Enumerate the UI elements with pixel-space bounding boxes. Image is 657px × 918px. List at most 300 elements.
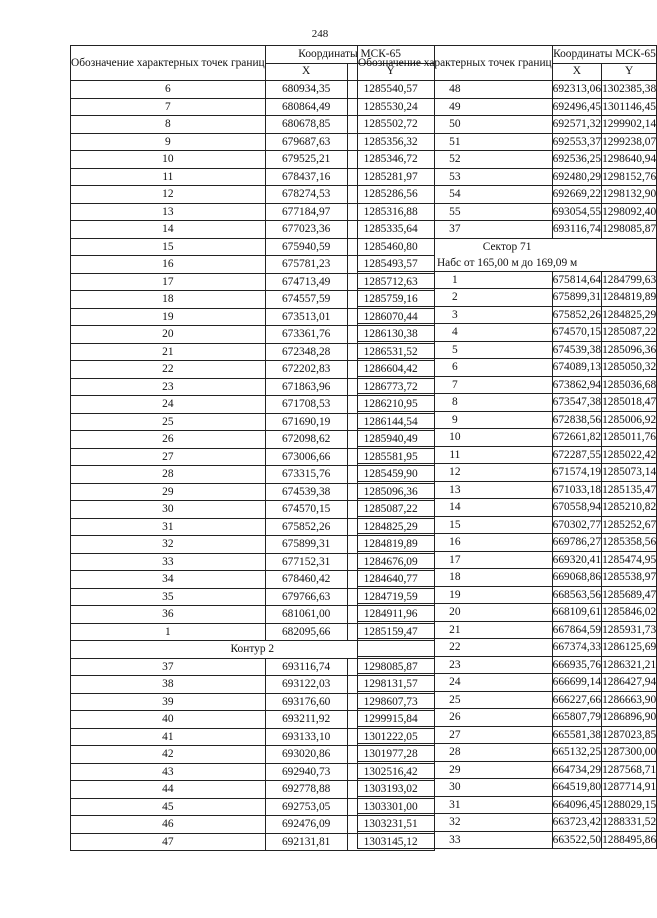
y-coordinate: 1303193,02 [347,781,434,799]
y-coordinate: 1285022,42 [602,446,657,464]
y-coordinate: 1285335,64 [347,221,434,239]
y-coordinate: 1298152,76 [602,168,657,186]
x-coordinate: 692553,37 [552,133,601,151]
y-coordinate: 1284819,89 [602,289,657,307]
y-coordinate: 1285689,47 [602,586,657,604]
x-coordinate: 664096,45 [552,796,601,814]
table-row [358,499,657,517]
point-number: 27 [71,448,266,466]
x-coordinate: 693122,03 [265,676,347,694]
table-row [358,81,657,99]
x-coordinate: 675814,64 [552,271,601,289]
point-number: 6 [358,359,553,377]
section-sublabel: Набс от 165,00 м до 169,09 м [436,256,578,269]
point-number: 16 [71,256,266,274]
table-row [358,289,657,307]
point-number: 2 [358,289,553,307]
point-number: 38 [71,676,266,694]
y-coordinate: 1285474,95 [602,551,657,569]
x-coordinate: 672348,28 [265,343,347,361]
x-coordinate: 692131,81 [265,833,347,851]
y-coordinate: 1284819,89 [347,536,434,554]
x-coordinate: 672287,55 [552,446,601,464]
point-number: 48 [358,81,553,99]
point-number: 53 [358,168,553,186]
point-number: 35 [71,588,266,606]
point-number: 30 [358,779,553,797]
y-coordinate: 1299915,84 [347,711,434,729]
y-coordinate: 1284911,96 [347,606,434,624]
y-coordinate: 1298085,87 [602,221,657,239]
y-coordinate: 1301222,05 [347,728,434,746]
table-row [358,744,657,762]
x-coordinate: 693176,60 [265,693,347,711]
x-coordinate: 692669,22 [552,186,601,204]
y-coordinate: 1285940,49 [347,431,434,449]
point-number: 41 [71,728,266,746]
y-coordinate: 1285346,72 [347,151,434,169]
y-header: Y [602,63,657,81]
x-coordinate: 675852,26 [552,306,601,324]
y-coordinate: 1285252,67 [602,516,657,534]
y-coordinate: 1285316,88 [347,203,434,221]
table-row [358,569,657,587]
x-coordinate: 670302,77 [552,516,601,534]
y-coordinate: 1285011,76 [602,429,657,447]
y-coordinate: 1298092,40 [602,203,657,221]
y-coordinate: 1284799,63 [602,271,657,289]
x-coordinate: 692496,45 [552,98,601,116]
y-coordinate: 1288029,15 [602,796,657,814]
point-number: 33 [71,553,266,571]
x-coordinate: 674713,49 [265,273,347,291]
y-coordinate: 1298131,57 [347,676,434,694]
table-row [358,621,657,639]
coords-header: Координаты МСК-65 [552,46,657,64]
y-coordinate: 1303145,12 [347,833,434,851]
point-number: 29 [71,483,266,501]
point-number: 51 [358,133,553,151]
x-coordinate: 693054,55 [552,203,601,221]
table-row [358,831,657,849]
coords-header: Координаты МСК-65 [265,46,434,64]
point-number: 12 [358,464,553,482]
x-coordinate: 675899,31 [265,536,347,554]
point-number: 46 [71,816,266,834]
point-number: 26 [358,709,553,727]
y-coordinate: 1298607,73 [347,693,434,711]
point-number: 19 [358,586,553,604]
x-coordinate: 673513,01 [265,308,347,326]
point-number: 14 [358,499,553,517]
x-coordinate: 672661,82 [552,429,601,447]
table-row [358,534,657,552]
x-coordinate: 663522,50 [552,831,601,849]
point-number: 23 [71,378,266,396]
x-coordinate: 680678,85 [265,116,347,134]
point-number: 25 [71,413,266,431]
y-coordinate: 1287300,00 [602,744,657,762]
y-coordinate: 1284825,29 [602,306,657,324]
y-coordinate: 1298640,94 [602,151,657,169]
y-coordinate: 1284719,59 [347,588,434,606]
point-number: 7 [71,98,266,116]
point-number: 32 [358,814,553,832]
table-row [358,306,657,324]
y-coordinate: 1299238,07 [602,133,657,151]
point-number: 10 [71,151,266,169]
point-number: 11 [71,168,266,186]
point-number: 32 [71,536,266,554]
point-number: 36 [71,606,266,624]
y-coordinate: 1285493,57 [347,256,434,274]
y-coordinate: 1301146,45 [602,98,657,116]
table-row [358,341,657,359]
y-coordinate: 1287568,71 [602,761,657,779]
y-coordinate: 1285538,97 [602,569,657,587]
table-row [358,359,657,377]
x-coordinate: 678274,53 [265,186,347,204]
point-number: 25 [358,691,553,709]
table-row [358,168,657,186]
x-coordinate: 671708,53 [265,396,347,414]
x-header: X [265,63,347,81]
table-row [358,726,657,744]
x-coordinate: 669786,27 [552,534,601,552]
y-coordinate: 1302516,42 [347,763,434,781]
x-coordinate: 679766,63 [265,588,347,606]
table-row [358,324,657,342]
y-coordinate: 1284640,77 [347,571,434,589]
point-number: 6 [71,81,266,99]
x-coordinate: 674539,38 [552,341,601,359]
y-coordinate: 1285931,73 [602,621,657,639]
y-coordinate: 1285281,97 [347,168,434,186]
point-number: 17 [358,551,553,569]
y-coordinate: 1298085,87 [347,658,434,676]
y-coordinate: 1301977,28 [347,746,434,764]
point-number: 23 [358,656,553,674]
table-row [358,674,657,692]
table-row [358,709,657,727]
table-row [358,604,657,622]
x-coordinate: 671574,19 [552,464,601,482]
point-number: 31 [71,518,266,536]
x-coordinate: 679687,63 [265,133,347,151]
coordinates-table-right [357,45,657,849]
point-number: 13 [71,203,266,221]
x-coordinate: 692313,06 [552,81,601,99]
x-coordinate: 692778,88 [265,781,347,799]
point-number: 33 [358,831,553,849]
y-coordinate: 1285018,47 [602,394,657,412]
table-row [358,271,657,289]
point-number: 18 [71,291,266,309]
y-coordinate: 1286321,21 [602,656,657,674]
point-number: 9 [358,411,553,429]
y-coordinate: 1285050,32 [602,359,657,377]
point-number: 30 [71,501,266,519]
table-row [358,586,657,604]
point-number: 43 [71,763,266,781]
table-row [358,429,657,447]
table-row [358,551,657,569]
x-coordinate: 673862,94 [552,376,601,394]
point-number: 55 [358,203,553,221]
x-coordinate: 693020,86 [265,746,347,764]
table-row [358,133,657,151]
y-coordinate: 1302385,38 [602,81,657,99]
x-coordinate: 671863,96 [265,378,347,396]
y-coordinate: 1285540,57 [347,81,434,99]
point-number: 28 [358,744,553,762]
y-coordinate: 1285087,22 [347,501,434,519]
point-number: 22 [358,639,553,657]
y-coordinate: 1286427,94 [602,674,657,692]
table-row [358,186,657,204]
x-coordinate: 673361,76 [265,326,347,344]
table-row [358,814,657,832]
y-coordinate: 1286070,44 [347,308,434,326]
x-coordinate: 669320,41 [552,551,601,569]
y-coordinate: 1285356,32 [347,133,434,151]
x-coordinate: 667864,59 [552,621,601,639]
y-coordinate: 1285581,95 [347,448,434,466]
x-coordinate: 693116,74 [265,658,347,676]
y-coordinate: 1287714,91 [602,779,657,797]
point-number: 3 [358,306,553,324]
x-coordinate: 663723,42 [552,814,601,832]
y-coordinate: 1286531,52 [347,343,434,361]
x-coordinate: 673547,38 [552,394,601,412]
x-coordinate: 693116,74 [552,221,601,239]
x-coordinate: 671690,19 [265,413,347,431]
y-coordinate: 1285159,47 [347,623,434,641]
table-row [358,639,657,657]
point-number: 44 [71,781,266,799]
point-number: 13 [358,481,553,499]
x-coordinate: 674089,13 [552,359,601,377]
section-row [358,238,657,271]
x-coordinate: 675940,59 [265,238,347,256]
section-label: Сектор 71 [482,240,532,253]
x-header: X [552,63,601,81]
y-coordinate: 1303301,00 [347,798,434,816]
point-number: 10 [358,429,553,447]
y-coordinate: 1284825,29 [347,518,434,536]
x-coordinate: 672098,62 [265,431,347,449]
x-coordinate: 666935,76 [552,656,601,674]
x-coordinate: 680864,49 [265,98,347,116]
y-coordinate: 1286125,69 [602,639,657,657]
y-coordinate: 1285759,16 [347,291,434,309]
y-coordinate: 1285073,14 [602,464,657,482]
x-coordinate: 666699,14 [552,674,601,692]
table-row [358,761,657,779]
point-number: 24 [358,674,553,692]
point-number: 54 [358,186,553,204]
x-coordinate: 692753,05 [265,798,347,816]
point-number: 52 [358,151,553,169]
y-coordinate: 1285846,02 [602,604,657,622]
table-row [358,464,657,482]
y-coordinate: 1299902,14 [602,116,657,134]
table-row [358,221,657,239]
table-row [358,98,657,116]
x-coordinate: 666227,66 [552,691,601,709]
point-number: 21 [71,343,266,361]
table-row [358,796,657,814]
y-coordinate: 1298132,90 [602,186,657,204]
x-coordinate: 670558,94 [552,499,601,517]
y-coordinate: 1286773,72 [347,378,434,396]
x-coordinate: 692480,29 [552,168,601,186]
page-number: 248 [311,28,329,40]
table-row [358,779,657,797]
x-coordinate: 674539,38 [265,483,347,501]
point-number: 34 [71,571,266,589]
x-coordinate: 665132,25 [552,744,601,762]
point-number: 39 [71,693,266,711]
table-row [358,116,657,134]
point-number: 19 [71,308,266,326]
x-coordinate: 668563,56 [552,586,601,604]
point-number: 15 [71,238,266,256]
y-coordinate: 1286896,90 [602,709,657,727]
x-coordinate: 692476,09 [265,816,347,834]
x-coordinate: 665807,79 [552,709,601,727]
point-number: 14 [71,221,266,239]
point-number: 31 [358,796,553,814]
y-coordinate: 1284676,09 [347,553,434,571]
x-coordinate: 671033,18 [552,481,601,499]
point-number: 8 [71,116,266,134]
point-number: 20 [71,326,266,344]
table-row [358,516,657,534]
point-number: 37 [358,221,553,239]
point-number: 27 [358,726,553,744]
y-coordinate: 1285135,47 [602,481,657,499]
point-number: 28 [71,466,266,484]
table-row [358,446,657,464]
x-coordinate: 681061,00 [265,606,347,624]
x-coordinate: 667374,33 [552,639,601,657]
designation-header: Обозначение характерных точек границ [71,46,266,81]
x-coordinate: 679525,21 [265,151,347,169]
x-coordinate: 693133,10 [265,728,347,746]
point-number: 17 [71,273,266,291]
table-row [358,481,657,499]
x-coordinate: 664734,29 [552,761,601,779]
y-coordinate: 1285286,56 [347,186,434,204]
y-coordinate: 1285530,24 [347,98,434,116]
x-coordinate: 669068,86 [552,569,601,587]
point-number: 49 [358,98,553,116]
x-coordinate: 665581,38 [552,726,601,744]
point-number: 16 [358,534,553,552]
y-coordinate: 1303231,51 [347,816,434,834]
table-row [358,411,657,429]
x-coordinate: 677184,97 [265,203,347,221]
table-row [358,394,657,412]
point-number: 12 [71,186,266,204]
y-coordinate: 1285096,36 [347,483,434,501]
point-number: 26 [71,431,266,449]
y-coordinate: 1286663,90 [602,691,657,709]
y-coordinate: 1288495,86 [602,831,657,849]
y-coordinate: 1285712,63 [347,273,434,291]
point-number: 24 [71,396,266,414]
y-coordinate: 1285460,80 [347,238,434,256]
x-coordinate: 673006,66 [265,448,347,466]
point-number: 5 [358,341,553,359]
x-coordinate: 692536,25 [552,151,601,169]
x-coordinate: 674570,15 [552,324,601,342]
point-number: 7 [358,376,553,394]
y-header: Y [347,63,434,81]
table-row [358,376,657,394]
point-number: 47 [71,833,266,851]
x-coordinate: 675899,31 [552,289,601,307]
x-coordinate: 693211,92 [265,711,347,729]
point-number: 1 [71,623,266,641]
y-coordinate: 1285087,22 [602,324,657,342]
x-coordinate: 664519,80 [552,779,601,797]
section-title [358,238,657,271]
point-number: 21 [358,621,553,639]
point-number: 37 [71,658,266,676]
x-coordinate: 674570,15 [265,501,347,519]
x-coordinate: 672838,56 [552,411,601,429]
point-number: 18 [358,569,553,587]
y-coordinate: 1285358,56 [602,534,657,552]
x-coordinate: 675852,26 [265,518,347,536]
point-number: 4 [358,324,553,342]
point-number: 9 [71,133,266,151]
y-coordinate: 1285036,68 [602,376,657,394]
point-number: 29 [358,761,553,779]
y-coordinate: 1287023,85 [602,726,657,744]
y-coordinate: 1286144,54 [347,413,434,431]
point-number: 1 [358,271,553,289]
table-body [358,81,657,849]
x-coordinate: 674557,59 [265,291,347,309]
x-coordinate: 692571,32 [552,116,601,134]
table-row [358,691,657,709]
table-row [358,656,657,674]
point-number: 45 [71,798,266,816]
x-coordinate: 668109,61 [552,604,601,622]
x-coordinate: 680934,35 [265,81,347,99]
point-number: 50 [358,116,553,134]
x-coordinate: 673315,76 [265,466,347,484]
x-coordinate: 672202,83 [265,361,347,379]
table-row [358,151,657,169]
table-row [358,203,657,221]
y-coordinate: 1285459,90 [347,466,434,484]
x-coordinate: 675781,23 [265,256,347,274]
y-coordinate: 1285210,82 [602,499,657,517]
y-coordinate: 1285006,92 [602,411,657,429]
x-coordinate: 677023,36 [265,221,347,239]
y-coordinate: 1285096,36 [602,341,657,359]
point-number: 22 [71,361,266,379]
x-coordinate: 692940,73 [265,763,347,781]
point-number: 8 [358,394,553,412]
x-coordinate: 682095,66 [265,623,347,641]
point-number: 20 [358,604,553,622]
designation-header: Обозначение характерных точек границ [358,46,553,81]
